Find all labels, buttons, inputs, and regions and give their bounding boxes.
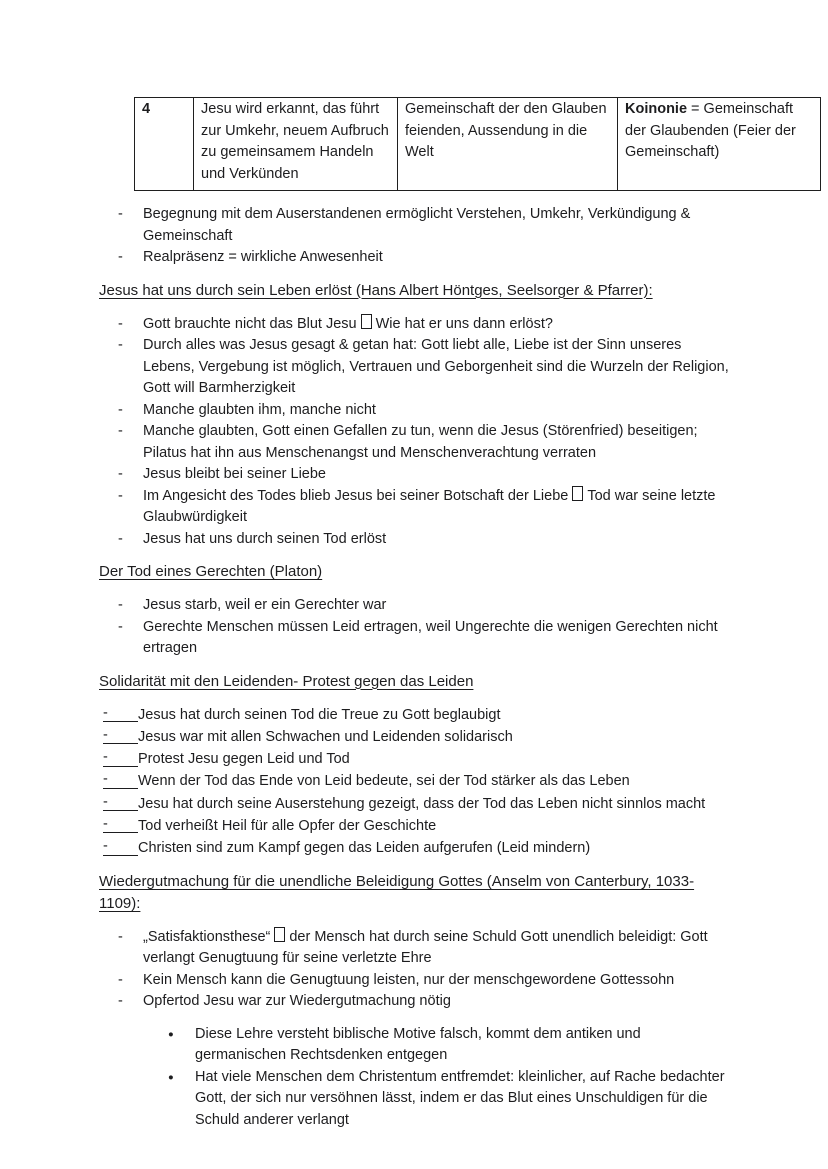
section-heading-solidaritaet: Solidarität mit den Leidenden- Protest gegen das Leiden [99, 672, 474, 690]
list-item-text: Jesus hat uns durch seinen Tod erlöst [143, 530, 387, 547]
bullet-list-tod-gerechten [99, 595, 731, 660]
list-item-text: Tod verheißt Heil für alle Opfer der Geschichte [138, 817, 437, 834]
list-item [118, 314, 731, 336]
list-item-text [143, 486, 731, 529]
list-item-text: Jesus starb, weil er ein Gerechter war [143, 597, 387, 613]
text-after-glyph: der Mensch hat durch seine Schuld Gott unendlich beleidigt: Gott verlangt Genugtuung für seine verletzte Ehre [143, 928, 708, 967]
list-item-text [143, 927, 731, 970]
term-rest: = Gemeinschaft der Glaubenden (Feier der Gemeinschaft) [625, 101, 796, 160]
text-before-glyph: Gott brauchte nicht das Blut Jesu [143, 315, 357, 332]
text-before-glyph: Im Angesicht des Todes blieb Jesus bei seiner Botschaft der Liebe [143, 487, 569, 504]
list-item-text: Gerechte Menschen müssen Leid ertragen, weil Ungerechte die wenigen Gerechten nicht ertragen [143, 618, 718, 656]
list-item [103, 794, 731, 816]
list-item [118, 595, 731, 617]
list-item-text: Jesus hat durch seinen Tod die Treue zu Gott beglaubigt [138, 706, 501, 723]
list-item [103, 727, 731, 749]
list-item [168, 1024, 731, 1067]
list-item-text: Realpräsenz = wirkliche Anwesenheit [143, 249, 383, 265]
missing-glyph-box [572, 486, 583, 501]
phases-table [134, 97, 821, 191]
dash-marker: - [118, 993, 123, 1010]
list-item [118, 617, 731, 660]
underlined-dash-marker: - [103, 749, 138, 767]
table-cell-row-number: 4 [135, 98, 194, 191]
list-item [118, 464, 731, 486]
list-item [168, 1067, 731, 1132]
list-item [103, 749, 731, 771]
list-item [118, 970, 731, 992]
underlined-dash-marker: - [103, 816, 138, 834]
list-item-text: Durch alles was Jesus gesagt & getan hat: Gott liebt alle, Liebe ist der Sinn unseres Lebens, Vergebung ist möglich, Vertrauen und Geborgenheit sind die Wurzeln der Religion, Gott will Barmherzigkeit [143, 337, 729, 396]
term-bold: Koinonie [625, 101, 688, 117]
list-item-text: Jesu hat durch seine Auserstehung gezeigt, dass der Tod das Leben nicht sinnlos macht [138, 795, 706, 812]
missing-glyph-box [274, 927, 285, 942]
underlined-dash-marker: - [103, 771, 138, 789]
list-item [118, 400, 731, 422]
bullet-list-solidaritaet [99, 705, 731, 860]
list-item [118, 486, 731, 529]
section-heading-tod-gerechten: Der Tod eines Gerechten (Platon) [99, 563, 323, 580]
list-item-text: Kein Mensch kann die Genugtuung leisten, nur der menschgewordene Gottessohn [143, 971, 675, 988]
underlined-dash-marker: - [103, 838, 138, 856]
list-item [118, 247, 731, 269]
list-item-text: Diese Lehre versteht biblische Motive falsch, kommt dem antiken und germanischen Rechtsdenken entgegen [195, 1025, 641, 1064]
dash-marker: - [118, 487, 123, 504]
list-item-text: Opfertod Jesu war zur Wiedergutmachung nötig [143, 993, 451, 1010]
dash-marker: - [118, 423, 123, 439]
underlined-dash-marker: - [103, 705, 138, 723]
underlined-dash-marker: - [103, 794, 138, 812]
list-item [103, 705, 731, 727]
dash-marker: - [118, 249, 123, 265]
list-item-text: Manche glaubten, Gott einen Gefallen zu tun, wenn die Jesus (Störenfried) beseitigen; Pilatus hat ihn aus Menschenangst und Menschenverachtung verraten [143, 423, 698, 461]
list-item-text [143, 314, 731, 336]
list-item [118, 991, 731, 1013]
list-item-text: Jesus war mit allen Schwachen und Leidenden solidarisch [138, 728, 513, 745]
list-item-text: Protest Jesu gegen Leid und Tod [138, 751, 350, 768]
text-after-glyph: Tod war seine letzte Glaubwürdigkeit [143, 487, 716, 525]
section-heading-leben-erloest: Jesus hat uns durch sein Leben erlöst (Hans Albert Höntges, Seelsorger & Pfarrer): [99, 281, 653, 299]
table-row [135, 98, 821, 191]
dash-marker: - [118, 597, 123, 613]
dash-marker: - [118, 618, 123, 635]
list-item [103, 816, 731, 838]
underlined-dash-marker: - [103, 727, 138, 745]
text-before-glyph: „Satisfaktionsthese“ [143, 928, 271, 945]
dash-marker: - [118, 530, 123, 547]
missing-glyph-box [361, 314, 372, 329]
dash-marker: - [118, 206, 123, 222]
list-item-text: Christen sind zum Kampf gegen das Leiden aufgerufen (Leid mindern) [138, 840, 591, 857]
dash-marker: - [118, 928, 123, 945]
dash-marker: - [118, 971, 123, 988]
dash-marker: - [118, 466, 123, 482]
dash-marker: - [118, 337, 123, 353]
text-after-glyph: Wie hat er uns dann erlöst? [375, 315, 553, 332]
list-item-text: Wenn der Tod das Ende von Leid bedeute, sei der Tod stärker als das Leben [138, 773, 630, 790]
document-content [99, 97, 796, 1131]
list-item [118, 927, 731, 970]
list-item-text: Manche glaubten ihm, manche nicht [143, 401, 376, 418]
list-item [118, 529, 731, 551]
intro-bullet-list [99, 204, 731, 269]
list-item [118, 421, 731, 464]
bullet-dot-marker: ● [168, 1071, 174, 1083]
sub-bullet-list-wiedergutmachung [168, 1024, 731, 1132]
bullet-list-leben-erloest [99, 314, 731, 551]
list-item [103, 771, 731, 793]
table-cell-process: Jesu wird erkannt, das führt zur Umkehr, neuem Aufbruch zu gemeinsamem Handeln und Verkünden [194, 98, 398, 191]
list-item-text: Begegnung mit dem Auserstandenen ermöglicht Verstehen, Umkehr, Verkündigung & Gemeinschaft [143, 206, 691, 244]
dash-marker: - [118, 315, 123, 332]
list-item [103, 838, 731, 860]
table-cell-community: Gemeinschaft der den Glauben feienden, Aussendung in die Welt [398, 98, 618, 191]
list-item [118, 335, 731, 400]
section-heading-wiedergutmachung: Wiedergutmachung für die unendliche Beleidigung Gottes (Anselm von Canterbury, 1033-1109): [99, 872, 695, 912]
bullet-list-wiedergutmachung [99, 927, 731, 1013]
bullet-dot-marker: ● [168, 1028, 174, 1040]
list-item-text: Hat viele Menschen dem Christentum entfremdet: kleinlicher, auf Rache bedachter Gott, der sich nur versöhnen lässt, indem er das Blut eines Unschuldigen für die Schuld anderer verlangt [195, 1068, 725, 1128]
list-item [118, 204, 731, 247]
table-cell-term [618, 98, 821, 191]
dash-marker: - [118, 401, 123, 418]
list-item-text: Jesus bleibt bei seiner Liebe [143, 466, 326, 482]
